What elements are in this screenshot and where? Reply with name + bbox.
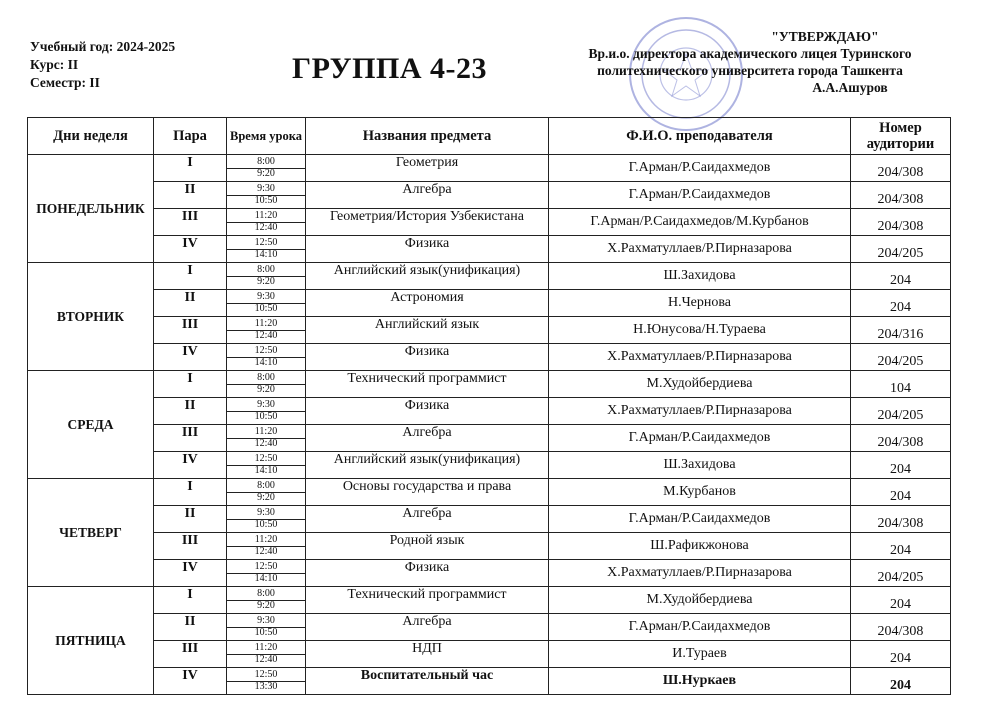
lesson-time: [227, 236, 306, 263]
lesson-row: [28, 425, 951, 452]
approval-block: [540, 28, 960, 96]
lesson-row: [28, 614, 951, 641]
room-number: 204/308: [851, 614, 951, 641]
end-time: 9:20: [227, 492, 305, 504]
end-time: 14:10: [227, 573, 305, 585]
lesson-number: III: [154, 209, 227, 236]
end-time: 12:40: [227, 654, 305, 666]
lesson-time: [227, 182, 306, 209]
lesson-row: [28, 317, 951, 344]
end-time: 9:20: [227, 384, 305, 396]
room-number: 204: [851, 587, 951, 614]
end-time: 9:20: [227, 168, 305, 180]
approval-signatory: А.А.Ашуров: [812, 80, 888, 95]
lesson-time: [227, 263, 306, 290]
lesson-number: IV: [154, 668, 227, 695]
lesson-row: [28, 263, 951, 290]
subject-name: Технический программист: [306, 371, 549, 398]
lesson-time: [227, 344, 306, 371]
teacher-name: Ш.Рафикжонова: [549, 533, 851, 560]
teacher-name: Г.Арман/Р.Саидахмедов: [549, 182, 851, 209]
lesson-number: III: [154, 533, 227, 560]
room-number: 204/205: [851, 560, 951, 587]
col-para: Пара: [154, 118, 227, 155]
end-time: 13:30: [227, 681, 305, 693]
end-time: 12:40: [227, 546, 305, 558]
end-time: 12:40: [227, 330, 305, 342]
start-time: 8:00: [257, 264, 275, 275]
subject-name: Английский язык: [306, 317, 549, 344]
lesson-time: [227, 506, 306, 533]
lesson-time: [227, 479, 306, 506]
lesson-row: [28, 155, 951, 182]
lesson-number: III: [154, 425, 227, 452]
start-time: 12:50: [254, 561, 278, 572]
start-time: 11:20: [254, 534, 278, 545]
lesson-number: I: [154, 155, 227, 182]
lesson-time: [227, 317, 306, 344]
course: Курс: II: [30, 57, 79, 72]
teacher-name: Х.Рахматуллаев/Р.Пирназарова: [549, 344, 851, 371]
subject-name: Алгебра: [306, 425, 549, 452]
subject-name: Физика: [306, 236, 549, 263]
lesson-time: [227, 587, 306, 614]
subject-name: Воспитательный час: [306, 668, 549, 695]
room-number: 204/316: [851, 317, 951, 344]
lesson-row: [28, 479, 951, 506]
lesson-row: [28, 668, 951, 695]
subject-name: Геометрия/История Узбекистана: [306, 209, 549, 236]
approval-institution: политехнического университета города Ташкента: [597, 63, 903, 78]
start-time: 9:30: [257, 507, 275, 518]
teacher-name: Г.Арман/Р.Саидахмедов: [549, 506, 851, 533]
lesson-time: [227, 641, 306, 668]
room-number: 204/308: [851, 425, 951, 452]
day-name: СРЕДА: [28, 371, 154, 479]
lesson-row: [28, 398, 951, 425]
teacher-name: Н.Чернова: [549, 290, 851, 317]
lesson-number: IV: [154, 344, 227, 371]
room-number: 204: [851, 533, 951, 560]
teacher-name: Г.Арман/Р.Саидахмедов: [549, 614, 851, 641]
teacher-name: Х.Рахматуллаев/Р.Пирназарова: [549, 398, 851, 425]
lesson-row: [28, 560, 951, 587]
teacher-name: М.Худойбердиева: [549, 371, 851, 398]
subject-name: Алгебра: [306, 614, 549, 641]
subject-name: Астрономия: [306, 290, 549, 317]
day-name: ВТОРНИК: [28, 263, 154, 371]
subject-name: Физика: [306, 560, 549, 587]
end-time: 10:50: [227, 303, 305, 315]
group-title: ГРУППА 4-23: [292, 52, 488, 85]
start-time: 11:20: [254, 642, 278, 653]
lesson-number: II: [154, 398, 227, 425]
room-number: 204: [851, 290, 951, 317]
col-subject: Названия предмета: [306, 118, 549, 155]
teacher-name: Н.Юнусова/Н.Тураева: [549, 317, 851, 344]
lesson-time: [227, 371, 306, 398]
start-time: 11:20: [254, 426, 278, 437]
end-time: 14:10: [227, 465, 305, 477]
col-day: Дни неделя: [28, 118, 154, 155]
academic-year: Учебный год: 2024-2025: [30, 39, 176, 54]
day-name: ПЯТНИЦА: [28, 587, 154, 695]
lesson-time: [227, 155, 306, 182]
start-time: 12:50: [254, 669, 278, 680]
teacher-name: Х.Рахматуллаев/Р.Пирназарова: [549, 236, 851, 263]
subject-name: Английский язык(унификация): [306, 452, 549, 479]
subject-name: Алгебра: [306, 506, 549, 533]
start-time: 9:30: [257, 183, 275, 194]
room-number: 204/308: [851, 209, 951, 236]
subject-name: Английский язык(унификация): [306, 263, 549, 290]
room-number: 204: [851, 641, 951, 668]
lesson-number: IV: [154, 452, 227, 479]
lesson-number: I: [154, 587, 227, 614]
col-time: Время урока: [227, 118, 306, 155]
lesson-row: [28, 641, 951, 668]
teacher-name: М.Худойбердиева: [549, 587, 851, 614]
teacher-name: Г.Арман/Р.Саидахмедов: [549, 425, 851, 452]
room-number: 204: [851, 452, 951, 479]
schedule-body: [28, 155, 951, 695]
teacher-name: Ш.Захидова: [549, 263, 851, 290]
subject-name: Технический программист: [306, 587, 549, 614]
subject-name: НДП: [306, 641, 549, 668]
start-time: 8:00: [257, 588, 275, 599]
teacher-name: Ш.Захидова: [549, 452, 851, 479]
lesson-number: II: [154, 614, 227, 641]
lesson-row: [28, 533, 951, 560]
subject-name: Родной язык: [306, 533, 549, 560]
start-time: 12:50: [254, 237, 278, 248]
end-time: 9:20: [227, 600, 305, 612]
lesson-number: I: [154, 371, 227, 398]
lesson-number: IV: [154, 236, 227, 263]
approval-heading: "УТВЕРЖДАЮ": [771, 29, 879, 44]
lesson-time: [227, 209, 306, 236]
approval-position: Вр.и.о. директора академического лицея Туринского: [588, 46, 912, 61]
lesson-time: [227, 452, 306, 479]
lesson-number: III: [154, 641, 227, 668]
lesson-number: III: [154, 317, 227, 344]
lesson-row: [28, 209, 951, 236]
subject-name: Физика: [306, 344, 549, 371]
start-time: 9:30: [257, 615, 275, 626]
lesson-time: [227, 614, 306, 641]
col-room: Номер аудитории: [851, 118, 951, 155]
end-time: 10:50: [227, 195, 305, 207]
subject-name: Геометрия: [306, 155, 549, 182]
teacher-name: Х.Рахматуллаев/Р.Пирназарова: [549, 560, 851, 587]
start-time: 8:00: [257, 156, 275, 167]
lesson-number: I: [154, 263, 227, 290]
end-time: 10:50: [227, 519, 305, 531]
start-time: 11:20: [254, 318, 278, 329]
semester: Семестр: II: [30, 75, 100, 90]
room-number: 204: [851, 263, 951, 290]
end-time: 9:20: [227, 276, 305, 288]
lesson-time: [227, 533, 306, 560]
lesson-row: [28, 587, 951, 614]
subject-name: Алгебра: [306, 182, 549, 209]
col-teacher: Ф.И.О. преподавателя: [549, 118, 851, 155]
lesson-time: [227, 560, 306, 587]
lesson-row: [28, 344, 951, 371]
lesson-time: [227, 290, 306, 317]
teacher-name: Ш.Нуркаев: [549, 668, 851, 695]
start-time: 11:20: [254, 210, 278, 221]
start-time: 12:50: [254, 453, 278, 464]
teacher-name: Г.Арман/Р.Саидахмедов: [549, 155, 851, 182]
lesson-row: [28, 236, 951, 263]
lesson-row: [28, 182, 951, 209]
lesson-number: I: [154, 479, 227, 506]
room-number: 204/308: [851, 182, 951, 209]
start-time: 8:00: [257, 372, 275, 383]
start-time: 12:50: [254, 345, 278, 356]
room-number: 204: [851, 479, 951, 506]
subject-name: Физика: [306, 398, 549, 425]
end-time: 14:10: [227, 357, 305, 369]
start-time: 8:00: [257, 480, 275, 491]
end-time: 14:10: [227, 249, 305, 261]
schedule-table: [27, 117, 951, 695]
start-time: 9:30: [257, 399, 275, 410]
room-number: 204/308: [851, 506, 951, 533]
lesson-number: II: [154, 506, 227, 533]
document-meta: [30, 38, 175, 92]
teacher-name: М.Курбанов: [549, 479, 851, 506]
lesson-number: IV: [154, 560, 227, 587]
lesson-time: [227, 668, 306, 695]
end-time: 12:40: [227, 222, 305, 234]
lesson-row: [28, 371, 951, 398]
lesson-row: [28, 290, 951, 317]
room-number: 204/308: [851, 155, 951, 182]
teacher-name: Г.Арман/Р.Саидахмедов/М.Курбанов: [549, 209, 851, 236]
lesson-row: [28, 452, 951, 479]
room-number: 104: [851, 371, 951, 398]
end-time: 10:50: [227, 411, 305, 423]
lesson-row: [28, 506, 951, 533]
end-time: 12:40: [227, 438, 305, 450]
lesson-number: II: [154, 290, 227, 317]
day-name: ПОНЕДЕЛЬНИК: [28, 155, 154, 263]
room-number: 204/205: [851, 236, 951, 263]
teacher-name: И.Тураев: [549, 641, 851, 668]
day-name: ЧЕТВЕРГ: [28, 479, 154, 587]
room-number: 204/205: [851, 398, 951, 425]
header-row: [28, 118, 951, 155]
room-number: 204/205: [851, 344, 951, 371]
subject-name: Основы государства и права: [306, 479, 549, 506]
end-time: 10:50: [227, 627, 305, 639]
lesson-time: [227, 425, 306, 452]
start-time: 9:30: [257, 291, 275, 302]
lesson-time: [227, 398, 306, 425]
room-number: 204: [851, 668, 951, 695]
lesson-number: II: [154, 182, 227, 209]
